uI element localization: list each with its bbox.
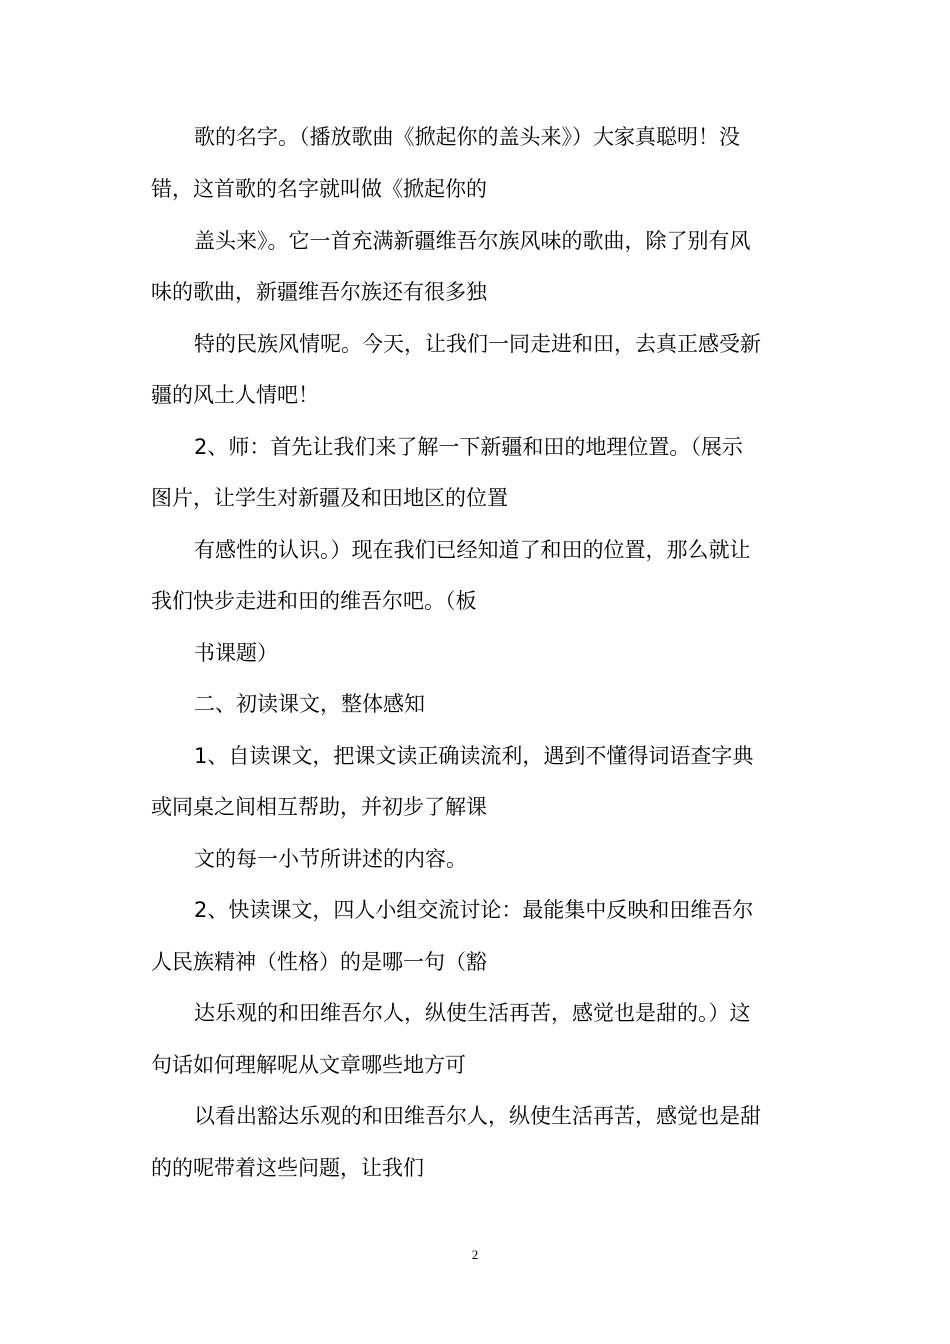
- text-line: 书课题）: [194, 641, 278, 665]
- text-line: 味的歌曲，新疆维吾尔族还有很多独: [151, 280, 487, 304]
- text-line: 文的每一小节所讲述的内容。: [194, 847, 467, 871]
- text-line: 有感性的认识。）现在我们已经知道了和田的位置，那么就让: [194, 538, 751, 562]
- section-heading: 二、初读课文，整体感知: [194, 692, 425, 716]
- text-line: 歌的名字。（播放歌曲《掀起你的盖头来》）大家真聪明！没: [194, 125, 740, 149]
- text-line: 达乐观的和田维吾尔人，纵使生活再苦，感觉也是甜的。）这: [194, 1001, 751, 1025]
- text-line: 我们快步走进和田的维吾尔吧。（板: [151, 589, 477, 613]
- text-line: 句话如何理解呢从文章哪些地方可: [151, 1053, 466, 1077]
- text-line: 2、师：首先让我们来了解一下新疆和田的地理位置。（展示: [194, 435, 743, 459]
- text-line: 2、快读课文，四人小组交流讨论：最能集中反映和田维吾尔: [194, 898, 754, 922]
- text-line: 的的呢带着这些问题，让我们: [151, 1156, 424, 1180]
- text-line: 或同桌之间相互帮助，并初步了解课: [151, 795, 487, 819]
- page-number: 2: [471, 1247, 479, 1262]
- text-line: 以看出豁达乐观的和田维吾尔人，纵使生活再苦，感觉也是甜: [194, 1104, 761, 1128]
- text-line: 特的民族风情呢。今天，让我们一同走进和田，去真正感受新: [194, 332, 761, 356]
- text-line: 错，这首歌的名字就叫做《掀起你的: [151, 177, 487, 201]
- text-line: 盖头来》。它一首充满新疆维吾尔族风味的歌曲，除了别有风: [194, 229, 751, 253]
- text-line: 疆的风土人情吧！: [151, 383, 319, 407]
- text-line: 人民族精神（性格）的是哪一句（豁: [151, 950, 487, 974]
- text-line: 1、自读课文，把课文读正确读流利，遇到不懂得词语查字典: [194, 744, 754, 768]
- text-line: 图片，让学生对新疆及和田地区的位置: [151, 486, 508, 510]
